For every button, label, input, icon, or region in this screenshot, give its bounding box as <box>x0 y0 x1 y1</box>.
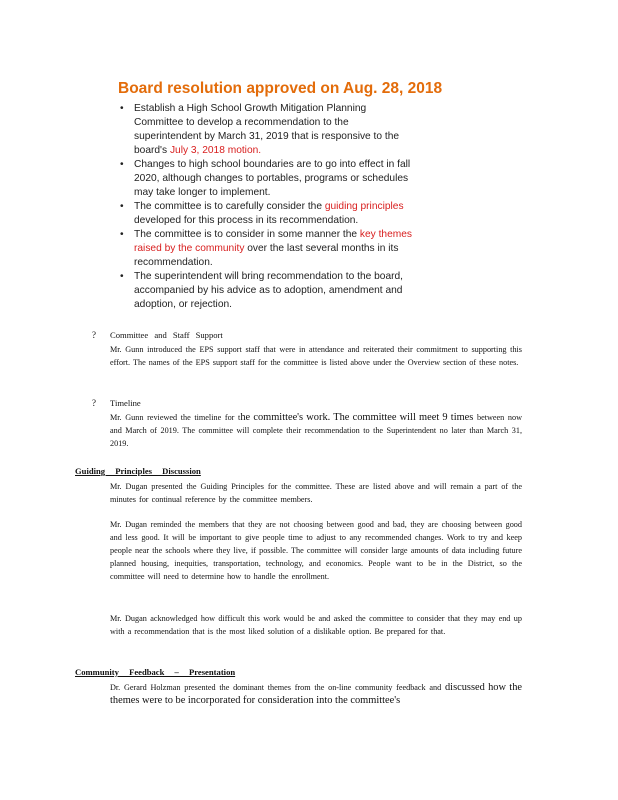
bullet-marker: ? <box>92 330 96 340</box>
bullet-icon: • <box>120 201 124 212</box>
guiding-paragraph: Mr. Dugan acknowledged how difficult this work would be and asked the committee to consider that they may end up with a recommendation that is the most liked solution of a dislikable option. Be prepared for that. <box>110 614 522 636</box>
slide-bullet: • The superintendent will bring recommendation to the board, accompanied by his advice as to adoption, amendment and adoption, or rejection. <box>120 271 403 310</box>
bullet-marker: ? <box>92 398 96 408</box>
bullet-icon: • <box>120 103 124 114</box>
slide-bullet: • Establish a High School Growth Mitigation Planning Committee to develop a recommendation to the superintendent by March 31, 2019 that is responsive to the board's July 3, 2018 motion. <box>120 103 400 156</box>
committee-support-heading: Committee and Staff Support <box>110 330 223 340</box>
bullet-icon: • <box>120 229 124 240</box>
slide-bullet: • The committee is to carefully consider the guiding principles developed for this process in its recommendation. <box>120 201 404 226</box>
guiding-paragraph: Mr. Dugan presented the Guiding Principles for the committee. These are listed above and will remain a part of the minutes for continual reference by the committee members. <box>110 482 522 504</box>
timeline-text: Mr. Gunn reviewed the timeline for the committee's work. The committee will meet 9 times between now and March of 2019. The committee will complete their recommendation to the Superintendent no later than March 31, 2019. <box>110 412 523 448</box>
community-feedback-text: Dr. Gerard Holzman presented the dominant themes from the on-line community feedback and discussed how the themes were to be incorporated for consideration into the committee's <box>110 682 522 706</box>
bullet-icon: • <box>120 271 124 282</box>
guiding-principles-heading: Guiding Principles Discussion <box>75 466 201 476</box>
committee-support-text: Mr. Gunn introduced the EPS support staff that were in attendance and reiterated their commitment to supporting this effort. The names of the EPS support staff for the committee is listed above under the Overview section of these notes. <box>110 345 522 367</box>
timeline-heading: Timeline <box>110 398 141 408</box>
community-feedback-heading: Community Feedback – Presentation <box>75 667 236 677</box>
slide-title: Board resolution approved on Aug. 28, 2018 <box>118 80 443 97</box>
slide-bullet: • Changes to high school boundaries are to go into effect in fall 2020, although changes to portables, programs or schedules may take longer to implement. <box>120 159 411 198</box>
bullet-icon: • <box>120 159 124 170</box>
board-resolution-slide <box>118 80 443 312</box>
guiding-paragraph: Mr. Dugan reminded the members that they are not choosing between good and bad, they are choosing between good and less good. It will be important to give people time to adjust to any recommended changes. Work to try and keep people near the schools where they live, if possible. The committee will consider large amounts of data including future planned housing, inequities, transportation, technology, and economics. People want to be in the District, so the committee will need to determine how to handle the enrollment. <box>110 520 522 581</box>
slide-bullet-list <box>118 102 418 312</box>
slide-bullet: • The committee is to consider in some manner the key themes raised by the community over the last several months in its recommendation. <box>120 229 413 268</box>
